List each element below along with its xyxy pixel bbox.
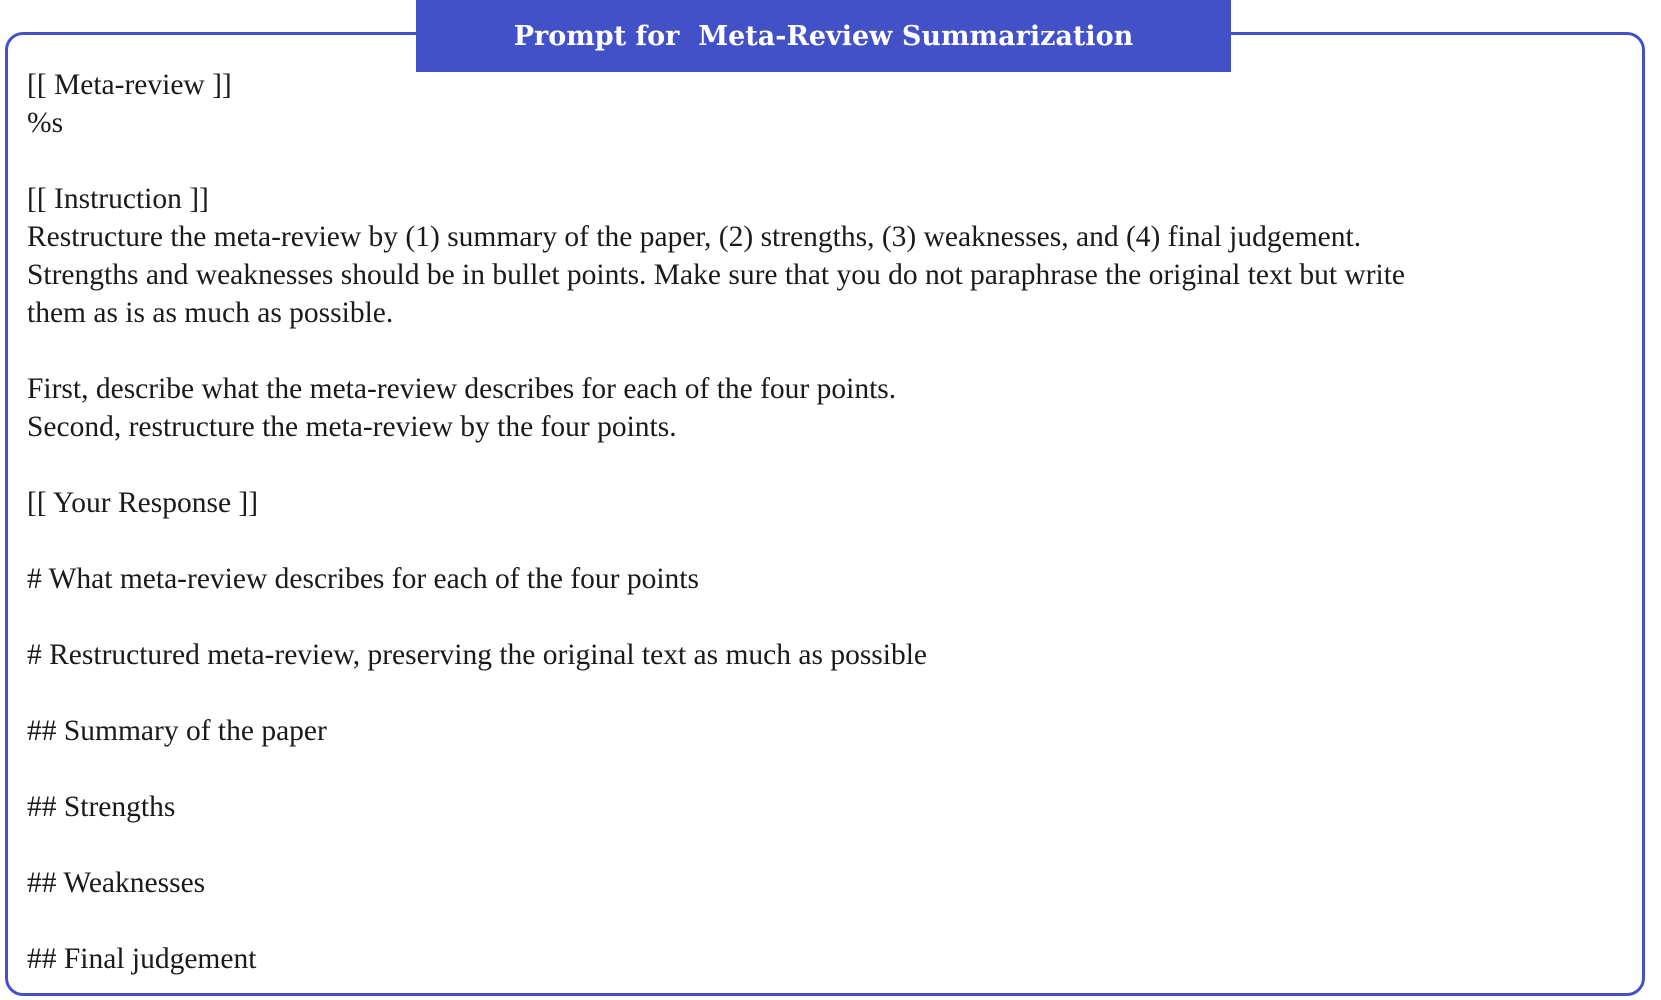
instruction-line-2: Strengths and weaknesses should be in bullet points. Make sure that you do not paraphrase the original text but write	[27, 259, 1406, 291]
prompt-title: Prompt for Meta-Review Summarization	[416, 0, 1231, 72]
spacer	[27, 902, 1627, 940]
spacer	[27, 446, 1627, 484]
spacer	[27, 674, 1627, 712]
instruction-header: [[ Instruction ]]	[27, 183, 209, 215]
step-first: First, describe what the meta-review describes for each of the four points.	[27, 373, 897, 405]
spacer	[27, 522, 1627, 560]
spacer	[27, 826, 1627, 864]
prompt-content	[27, 66, 1627, 978]
subheading-final: ## Final judgement	[27, 943, 257, 975]
spacer	[27, 598, 1627, 636]
spacer	[27, 142, 1627, 180]
instruction-line-1: Restructure the meta-review by (1) summary of the paper, (2) strengths, (3) weaknesses, and (4) final judgement.	[27, 221, 1362, 253]
step-second: Second, restructure the meta-review by the four points.	[27, 411, 677, 443]
meta-review-header: [[ Meta-review ]]	[27, 69, 232, 101]
subheading-weaknesses: ## Weaknesses	[27, 867, 206, 899]
instruction-line-3: them as is as much as possible.	[27, 297, 394, 329]
heading-restructured: # Restructured meta-review, preserving the original text as much as possible	[27, 639, 928, 671]
spacer	[27, 750, 1627, 788]
spacer	[27, 332, 1627, 370]
subheading-summary: ## Summary of the paper	[27, 715, 327, 747]
subheading-strengths: ## Strengths	[27, 791, 176, 823]
meta-review-placeholder: %s	[27, 107, 64, 139]
response-header: [[ Your Response ]]	[27, 487, 259, 519]
heading-what: # What meta-review describes for each of the four points	[27, 563, 699, 595]
